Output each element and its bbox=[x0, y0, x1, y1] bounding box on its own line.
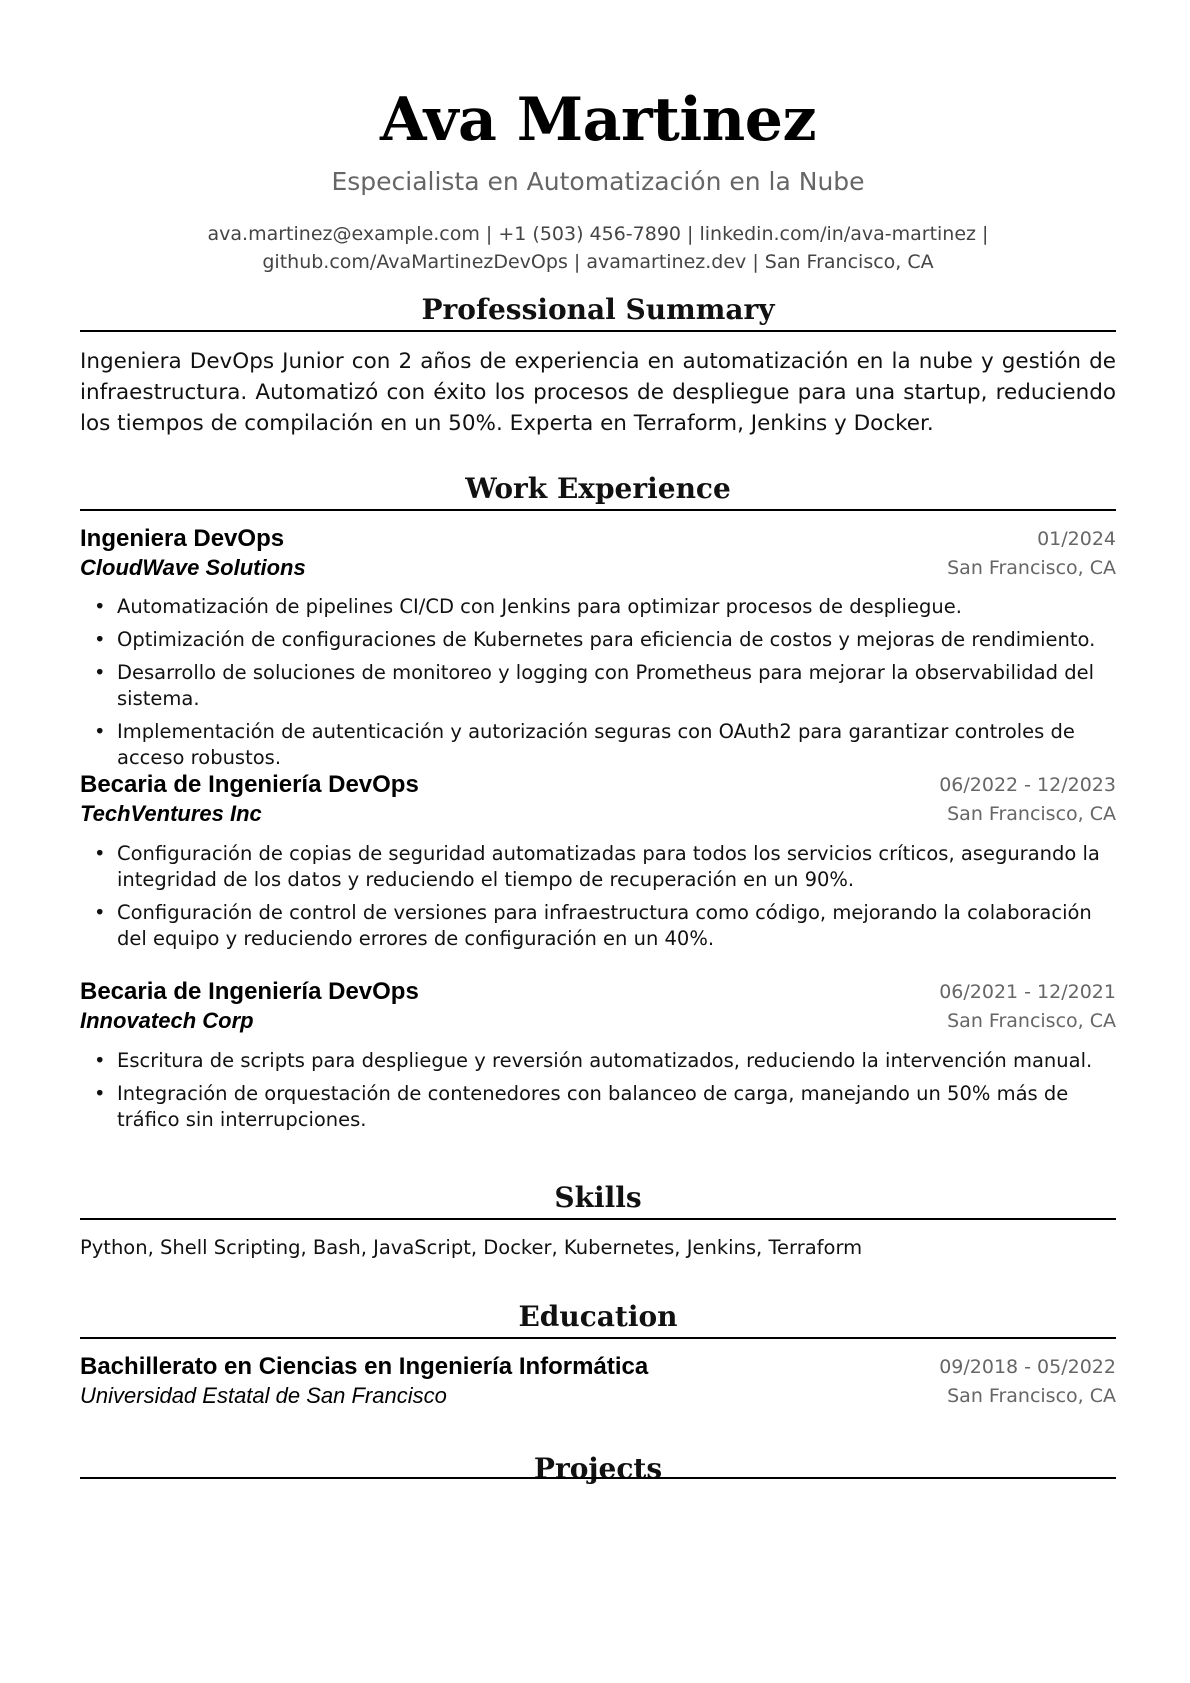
company-name: TechVentures Inc bbox=[80, 801, 262, 826]
candidate-title: Especialista en Automatización en la Nube bbox=[331, 167, 865, 196]
list-item: • Configuración de control de versiones para infraestructura como código, mejorando la colaboración del equipo y reduciendo errores de configuración en un 40%. bbox=[94, 901, 1092, 950]
contact-line-1: ava.martinez@example.com | +1 (503) 456-7890 | linkedin.com/in/ava-martinez | bbox=[207, 223, 989, 245]
education-dates: 09/2018 - 05/2022 bbox=[939, 1356, 1116, 1378]
job-location: San Francisco, CA bbox=[947, 557, 1116, 579]
section-rule-experience bbox=[80, 509, 1116, 511]
list-item: • Configuración de copias de seguridad automatizadas para todos los servicios críticos, asegurando la integridad de los datos y reduciendo el tiempo de recuperación en un 90%. bbox=[94, 842, 1100, 891]
section-heading-skills: Skills bbox=[554, 1181, 642, 1214]
section-rule-summary bbox=[80, 330, 1116, 332]
skills-list: Python, Shell Scripting, Bash, JavaScript, Docker, Kubernetes, Jenkins, Terraform bbox=[80, 1236, 863, 1259]
section-heading-projects: Projects bbox=[533, 1452, 663, 1485]
section-rule-education bbox=[80, 1337, 1116, 1339]
job-title: Ingeniera DevOps bbox=[80, 525, 285, 552]
list-item: • Integración de orquestación de contenedores con balanceo de carga, manejando un 50% más de tráfico sin interrupciones. bbox=[94, 1082, 1069, 1131]
degree-name: Bachillerato en Ciencias en Ingeniería Informática bbox=[80, 1353, 649, 1380]
contact-line-2: github.com/AvaMartinezDevOps | avamartinez.dev | San Francisco, CA bbox=[262, 251, 934, 273]
job-bullets bbox=[80, 1048, 1116, 1140]
list-item: • Optimización de configuraciones de Kubernetes para eficiencia de costos y mejoras de rendimiento. bbox=[94, 628, 1096, 651]
section-rule-skills bbox=[80, 1218, 1116, 1220]
job-title: Becaria de Ingeniería DevOps bbox=[80, 978, 419, 1005]
institution-name: Universidad Estatal de San Francisco bbox=[80, 1383, 447, 1408]
job-dates: 01/2024 bbox=[1037, 528, 1116, 550]
section-heading-summary: Professional Summary bbox=[421, 293, 775, 326]
section-heading-education: Education bbox=[518, 1300, 678, 1333]
candidate-name: Ava Martinez bbox=[379, 85, 817, 155]
job-bullets bbox=[80, 594, 1116, 778]
list-item: • Implementación de autenticación y autorización seguras con OAuth2 para garantizar controles de acceso robustos. bbox=[94, 720, 1075, 769]
education-location: San Francisco, CA bbox=[947, 1385, 1116, 1407]
job-location: San Francisco, CA bbox=[947, 803, 1116, 825]
list-item: • Escritura de scripts para despliegue y reversión automatizados, reduciendo la intervención manual. bbox=[94, 1049, 1093, 1072]
list-item: • Desarrollo de soluciones de monitoreo y logging con Prometheus para mejorar la observabilidad del sistema. bbox=[94, 661, 1094, 710]
company-name: Innovatech Corp bbox=[80, 1008, 254, 1033]
company-name: CloudWave Solutions bbox=[80, 555, 306, 580]
job-location: San Francisco, CA bbox=[947, 1010, 1116, 1032]
list-item: • Automatización de pipelines CI/CD con Jenkins para optimizar procesos de despliegue. bbox=[94, 595, 962, 618]
job-title: Becaria de Ingeniería DevOps bbox=[80, 771, 419, 798]
summary-text: Ingeniera DevOps Junior con 2 años de experiencia en automatización en la nube y gestión de infraestructura. Automatizó con éxito los procesos de despliegue para una startup, reduciendo los tiempos de compilación en un 50%. Experta en Terraform, Jenkins y Docker. bbox=[80, 349, 1116, 436]
job-bullets bbox=[80, 841, 1116, 959]
job-dates: 06/2021 - 12/2021 bbox=[939, 981, 1116, 1003]
contact-info bbox=[80, 220, 1116, 276]
section-heading-experience: Work Experience bbox=[465, 472, 731, 505]
job-dates: 06/2022 - 12/2023 bbox=[939, 774, 1116, 796]
section-rule-projects bbox=[80, 1477, 1116, 1479]
